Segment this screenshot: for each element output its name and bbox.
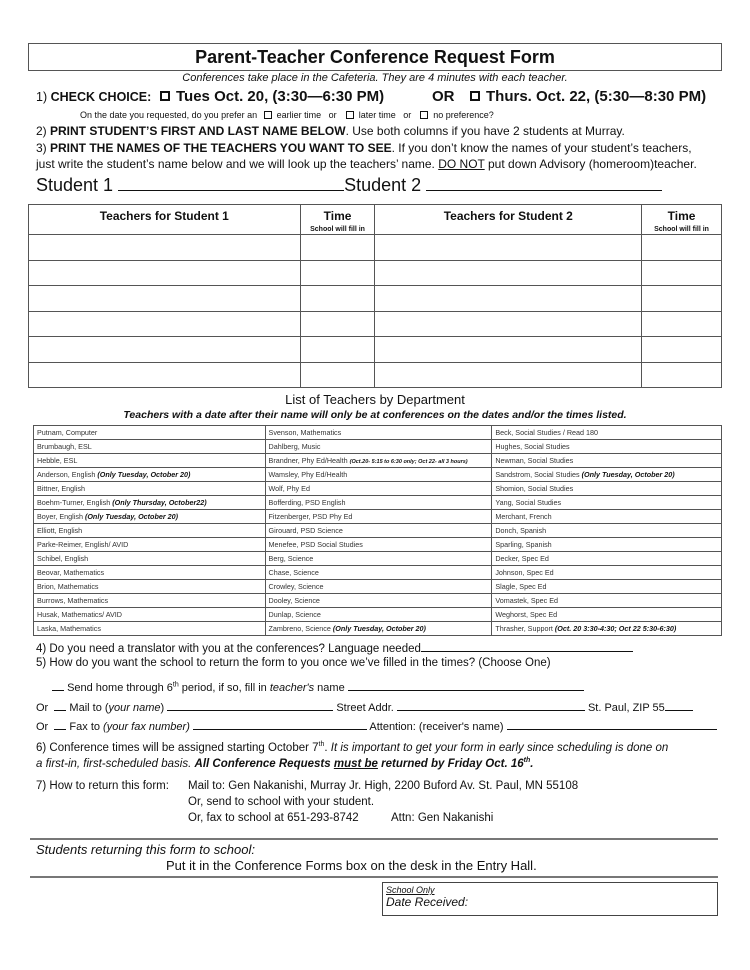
teacher-name: Schibel, English [37, 554, 89, 563]
must-be: must be [333, 757, 378, 770]
request-row [29, 260, 722, 286]
mail-italic: your name [108, 702, 161, 714]
teacher2-cell[interactable] [375, 311, 642, 337]
time1-cell [300, 235, 375, 261]
teacher-entry [492, 594, 722, 608]
teacher-name: Fitzenberger, PSD Phy Ed [268, 512, 353, 521]
student2-field[interactable] [426, 176, 662, 191]
teacher-name: Weghorst, Spec Ed [495, 610, 558, 619]
q1-label: CHECK CHOICE: [50, 90, 152, 104]
teacher2-cell[interactable] [375, 235, 642, 261]
teacher-entry [492, 440, 722, 454]
teacher-entry [265, 622, 492, 636]
fax-check[interactable] [54, 719, 66, 730]
mail-name-field[interactable] [167, 700, 333, 711]
teacher-list-row [34, 468, 722, 482]
teacher-list-row [34, 580, 722, 594]
time1-cell [300, 337, 375, 363]
q4 [36, 641, 633, 655]
teacher-name: Parke-Reimer, English/ AVID [37, 540, 129, 549]
q6-text: 6) Conference times will be assigned starting October 7 [36, 741, 319, 754]
request-row [29, 311, 722, 337]
q6-italic: a first-in, first-scheduled basis. [36, 757, 195, 770]
teacher-entry [265, 454, 492, 468]
q2 [36, 124, 625, 138]
returning-heading: Students returning this form to school: [36, 842, 255, 857]
no-preference-checkbox[interactable] [420, 111, 428, 119]
receiver-name-field[interactable] [507, 719, 717, 730]
teacher-name: Menefee, PSD Social Studies [268, 540, 363, 549]
teacher-list-row [34, 496, 722, 510]
school-only-box [382, 882, 718, 916]
availability-note: (Oct. 20 3:30-4:30; Oct 22 5:30-6:30) [554, 624, 677, 633]
teacher-entry [34, 566, 266, 580]
later-time-checkbox[interactable] [346, 111, 354, 119]
or-text: or [403, 110, 412, 120]
teacher-entry [265, 440, 492, 454]
teacher-name: Johnson, Spec Ed [495, 568, 554, 577]
teacher-request-table [28, 204, 722, 388]
q6-line2 [36, 757, 533, 770]
teacher-entry [492, 580, 722, 594]
teacher-name: Wamsley, Phy Ed/Health [268, 470, 348, 479]
teacher-entry [492, 496, 722, 510]
fax-text: Fax to [69, 721, 104, 733]
student1-label: Student 1 [36, 175, 114, 195]
divider [30, 876, 718, 878]
teacher1-cell[interactable] [29, 337, 301, 363]
teacher-list-row [34, 426, 722, 440]
teacher-name: Berg, Science [268, 554, 314, 563]
teacher-entry [34, 524, 266, 538]
teacher-name: Decker, Spec Ed [495, 554, 549, 563]
earlier-time-checkbox[interactable] [264, 111, 272, 119]
language-field[interactable] [421, 641, 633, 652]
request-row [29, 362, 722, 388]
teacher-entry [265, 608, 492, 622]
teacher-list-row [34, 622, 722, 636]
teacher-name: Laska, Mathematics [37, 624, 101, 633]
q1-num: 1) [36, 90, 48, 104]
deadline: returned by Friday Oct. 16 [377, 757, 524, 770]
teacher-entry [492, 468, 722, 482]
teacher-entry [34, 622, 266, 636]
teacher-name: Girouard, PSD Science [268, 526, 343, 535]
deadline: All Conference Requests [194, 757, 334, 770]
teacher-entry [492, 482, 722, 496]
teacher-entry [265, 538, 492, 552]
thursday-checkbox[interactable] [470, 91, 480, 101]
student1-field[interactable] [118, 176, 344, 191]
q6-line1 [36, 741, 668, 754]
q7-fax: Or, fax to school at 651-293-8742 [188, 812, 359, 824]
student-names [36, 175, 662, 196]
returning-text: Put it in the Conference Forms box on the desk in the Entry Hall. [166, 858, 537, 873]
teacher-name: Sparling, Spanish [495, 540, 552, 549]
teacher2-cell[interactable] [375, 337, 642, 363]
teacher-name: Slagle, Spec Ed [495, 582, 547, 591]
teacher-name: Donch, Spanish [495, 526, 547, 535]
teacher-name: Vomastek, Spec Ed [495, 596, 559, 605]
header-time1: Time School will fill in [300, 205, 375, 235]
teacher-list-row [34, 608, 722, 622]
or-text: Or [36, 721, 49, 733]
availability-note: (Only Thursday, October22) [112, 498, 207, 507]
teacher-entry [34, 594, 266, 608]
later-label: later time [358, 110, 396, 120]
send-text: period, if so, fill in [178, 682, 270, 694]
teacher-name: Dahlberg, Music [268, 442, 321, 451]
q6-italic: It is important to get your form in early since scheduling is done on [330, 741, 669, 754]
availability-note: (Only Tuesday, October 20) [97, 470, 191, 479]
teacher-name: Boyer, English [37, 512, 85, 521]
teacher-list-row [34, 510, 722, 524]
teacher-entry [34, 496, 266, 510]
thursday-option-label: Thurs. Oct. 22, (5:30—8:30 PM) [486, 88, 707, 105]
teacher-entry [492, 608, 722, 622]
teacher-list-row [34, 440, 722, 454]
q3-bold: PRINT THE NAMES OF THE TEACHERS YOU WANT TO SEE [50, 141, 392, 155]
teacher-list-row [34, 566, 722, 580]
q2-num: 2) [36, 124, 47, 138]
teacher-list-row [34, 538, 722, 552]
fax-number-field[interactable] [193, 719, 367, 730]
teacher-name: Elliott, English [37, 526, 83, 535]
teacher-entry [265, 510, 492, 524]
teacher-name: Newman, Social Studies [495, 456, 574, 465]
teacher-name: Shomion, Social Studies [495, 484, 574, 493]
teacher-entry [34, 552, 266, 566]
school-only-label: School Only [386, 885, 435, 895]
teacher-entry [492, 454, 722, 468]
attention-label: Attention: (receiver's name) [369, 721, 504, 733]
teacher-entry [265, 594, 492, 608]
q6-text: . [324, 741, 331, 754]
teacher-list-row [34, 454, 722, 468]
teacher-entry [492, 426, 722, 440]
teacher-entry [265, 552, 492, 566]
or-text: Or [36, 702, 49, 714]
street-field[interactable] [397, 700, 585, 711]
sup: th [523, 757, 531, 764]
or-text: or [328, 110, 337, 120]
teacher-list-row [34, 552, 722, 566]
teacher-entry [34, 510, 266, 524]
subtitle: Conferences take place in the Cafeteria. They are 4 minutes with each teacher. [182, 72, 568, 84]
send-home-option [52, 680, 584, 694]
teacher-entry [492, 566, 722, 580]
teacher1-cell[interactable] [29, 362, 301, 388]
send-italic: teacher's [269, 682, 315, 694]
teacher-entry [492, 510, 722, 524]
teacher2-cell[interactable] [375, 362, 642, 388]
mail-option [36, 700, 693, 714]
date-received-label: Date Received: [386, 895, 469, 909]
q3-rest: . If you don’t know the names of your student’s teachers, [391, 141, 692, 155]
availability-note: (Only Tuesday, October 20) [581, 470, 675, 479]
sup: th [318, 741, 325, 748]
availability-note: (Only Tuesday, October 20) [332, 624, 426, 633]
teacher-name: Brion, Mathematics [37, 582, 99, 591]
do-not: DO NOT [438, 157, 485, 171]
or-label: OR [432, 88, 455, 105]
teacher-entry [34, 454, 266, 468]
list-subtitle: Teachers with a date after their name will only be at conferences on the dates and/or the times listed. [123, 409, 627, 421]
time2-cell [642, 311, 722, 337]
list-title: List of Teachers by Department [285, 392, 465, 407]
time2-cell [642, 260, 722, 286]
time2-cell [642, 286, 722, 312]
teacher-name: Yang, Social Studies [495, 498, 562, 507]
teacher-entry [265, 524, 492, 538]
teacher-entry [34, 580, 266, 594]
teacher-name: Thrasher, Support [495, 624, 555, 633]
teacher-name: Sandstrom, Social Studies [495, 470, 582, 479]
teacher2-cell[interactable] [375, 260, 642, 286]
availability-note: (Oct.20- 5:15 to 6:30 only; Oct 22- all 3 hours) [349, 459, 468, 465]
street-label: Street Addr. [336, 702, 394, 714]
teacher1-cell[interactable] [29, 260, 301, 286]
teacher-name: Burrows, Mathematics [37, 596, 109, 605]
mail-text: Mail to ( [69, 702, 109, 714]
teacher-list-row [34, 594, 722, 608]
header-time2: Time School will fill in [642, 205, 722, 235]
earlier-label: earlier time [276, 110, 322, 120]
teacher-list-row [34, 524, 722, 538]
q7-mail: Mail to: Gen Nakanishi, Murray Jr. High, 2200 Buford Av. St. Paul, MN 55108 [188, 780, 579, 792]
teacher-entry [265, 468, 492, 482]
request-row [29, 235, 722, 261]
teacher-entry [34, 426, 266, 440]
teacher1-cell[interactable] [29, 235, 301, 261]
q3-line2 [36, 157, 697, 171]
teacher-name: Crowley, Science [268, 582, 324, 591]
teacher-entry [34, 440, 266, 454]
fax-italic: (your fax number) [103, 721, 190, 733]
teacher-list [33, 425, 722, 636]
fax-option [36, 719, 717, 733]
send-text: name [314, 682, 345, 694]
time1-cell [300, 362, 375, 388]
q2-bold: PRINT STUDENT’S FIRST AND LAST NAME BELOW [50, 124, 346, 138]
teacher-name: Bofferding, PSD English [268, 498, 346, 507]
tuesday-checkbox[interactable] [160, 91, 170, 101]
q7-label: 7) How to return this form: [36, 780, 169, 792]
teacher-name: Brandner, Phy Ed/Health [268, 456, 350, 465]
time1-cell [300, 286, 375, 312]
no-pref-label: no preference? [433, 110, 494, 120]
q2-rest: . Use both columns if you have 2 students at Murray. [345, 124, 625, 138]
teacher-name: Boehm-Turner, English [37, 498, 113, 507]
teacher-entry [34, 482, 266, 496]
teacher-entry [265, 580, 492, 594]
teacher-name: Anderson, English [37, 470, 98, 479]
availability-note: (Only Tuesday, October 20) [84, 512, 179, 521]
sup: th [172, 681, 179, 689]
student2-label: Student 2 [344, 175, 422, 195]
teacher-name-field[interactable] [348, 680, 584, 691]
teacher-name: Hughes, Social Studies [495, 442, 570, 451]
teacher-entry [265, 496, 492, 510]
teacher-name: Chase, Science [268, 568, 319, 577]
q1-line [36, 90, 151, 104]
tuesday-option-label: Tues Oct. 20, (3:30—6:30 PM) [176, 88, 385, 105]
q5: 5) How do you want the school to return the form to you once we’ve filled in the times? (Choose One) [36, 657, 551, 669]
time2-cell [642, 235, 722, 261]
deadline: . [530, 757, 534, 770]
request-row [29, 337, 722, 363]
q7-send: Or, send to school with your student. [188, 796, 375, 808]
teacher-entry [492, 524, 722, 538]
teacher-entry [492, 538, 722, 552]
teacher-name: Dooley, Science [268, 596, 320, 605]
time2-cell [642, 362, 722, 388]
q3-num: 3) [36, 141, 47, 155]
q7-attn: Attn: Gen Nakanishi [391, 812, 494, 824]
teacher-entry [492, 622, 722, 636]
teacher-entry [34, 468, 266, 482]
teacher-entry [34, 608, 266, 622]
teacher-name: Beck, Social Studies / Read 180 [495, 428, 599, 437]
zip-field[interactable] [665, 700, 693, 711]
teacher-entry [265, 482, 492, 496]
q3-line2a: just write the student’s name below and we will look up the teachers’ name. [36, 157, 439, 171]
city-label: St. Paul, ZIP 55 [587, 702, 665, 714]
teacher-name: Bittner, English [37, 484, 85, 493]
teacher-name: Husak, Mathematics/ AVID [37, 610, 122, 619]
send-text: Send home through 6 [67, 682, 173, 694]
send-home-check[interactable] [52, 680, 64, 691]
teacher-list-row [34, 482, 722, 496]
teacher-name: Beovar, Mathematics [37, 568, 105, 577]
form-title: Parent-Teacher Conference Request Form [28, 43, 722, 71]
teacher2-cell[interactable] [375, 286, 642, 312]
time1-cell [300, 311, 375, 337]
teacher-entry [492, 552, 722, 566]
teacher1-cell[interactable] [29, 311, 301, 337]
divider [30, 838, 718, 840]
teacher-name: Brumbaugh, ESL [37, 442, 92, 451]
mail-check[interactable] [54, 700, 66, 711]
request-row [29, 286, 722, 312]
mail-text: ) [160, 702, 165, 714]
time1-cell [300, 260, 375, 286]
teacher-name: Zambreno, Science [268, 624, 333, 633]
teacher-name: Putnam, Computer [37, 428, 98, 437]
pref-prompt: On the date you requested, do you prefer an [80, 110, 258, 120]
teacher-entry [265, 566, 492, 580]
header-teachers-student1: Teachers for Student 1 [29, 205, 301, 235]
teacher-name: Svenson, Mathematics [268, 428, 342, 437]
header-teachers-student2: Teachers for Student 2 [375, 205, 642, 235]
q3 [36, 141, 692, 155]
teacher-entry [34, 538, 266, 552]
q4-text: 4) Do you need a translator with you at the conferences? Language needed [36, 643, 421, 655]
teacher-entry [265, 426, 492, 440]
teacher-name: Dunlap, Science [268, 610, 321, 619]
q3-line2b: put down Advisory (homeroom)teacher. [484, 157, 697, 171]
teacher-name: Hebble, ESL [37, 456, 78, 465]
teacher-name: Wolf, Phy Ed [268, 484, 310, 493]
time2-cell [642, 337, 722, 363]
teacher1-cell[interactable] [29, 286, 301, 312]
teacher-name: Merchant, French [495, 512, 552, 521]
time-preference [80, 110, 494, 121]
